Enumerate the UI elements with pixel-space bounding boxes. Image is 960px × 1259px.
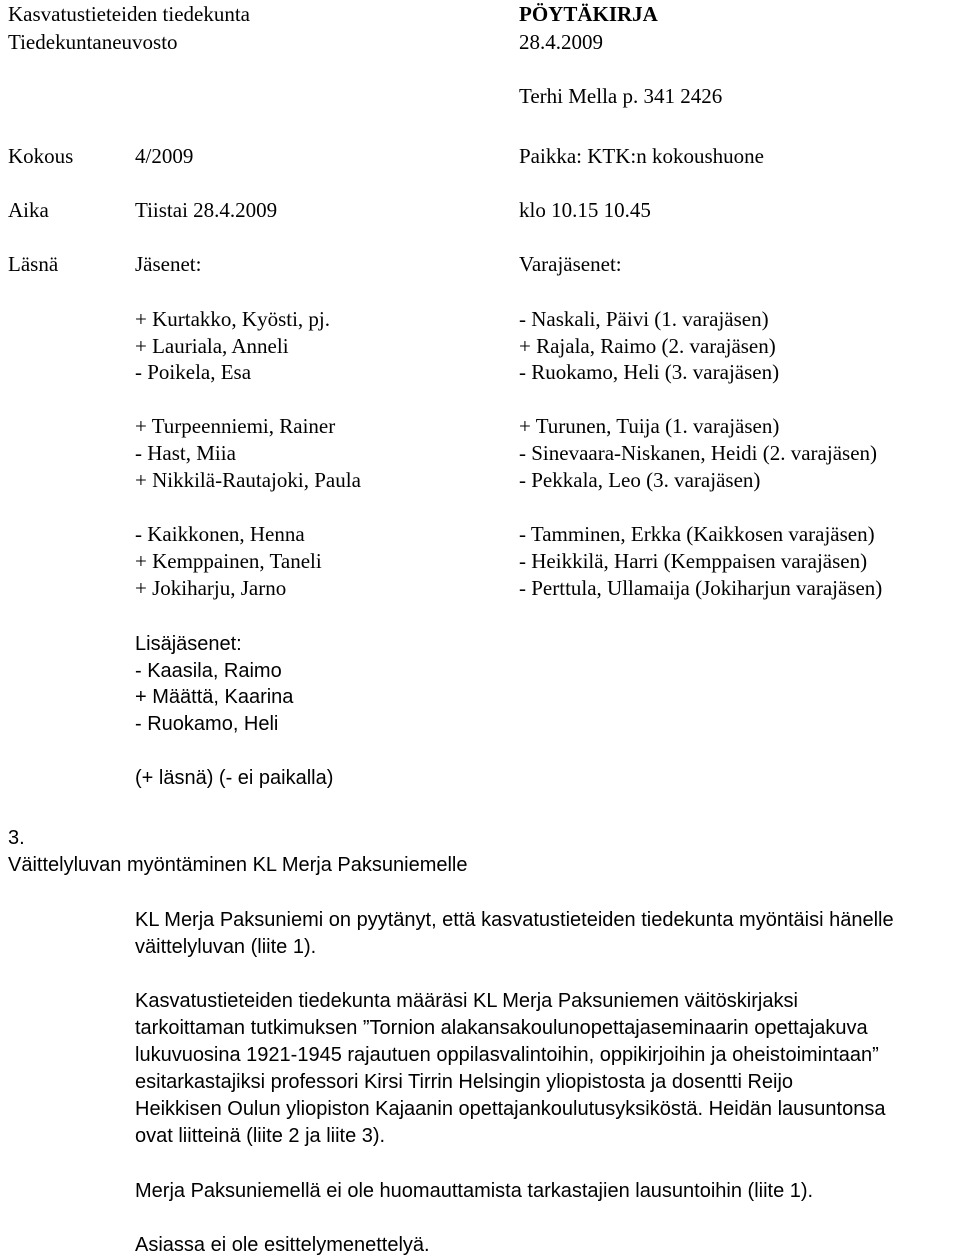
recorder-line: Terhi Mella p. 341 2426	[519, 84, 723, 108]
paragraph-line: tarkoittaman tutkimuksen ”Tornion alakansakoulunopettajaseminaarin opettajakuva	[135, 1017, 868, 1039]
additional-member-item: - Ruokamo, Heli	[135, 713, 279, 735]
member-item: - Hast, Miia	[135, 441, 236, 465]
deputy-item: - Ruokamo, Heli (3. varajäsen)	[519, 360, 780, 384]
paragraph-line: ovat liitteinä (liite 2 ja liite 3).	[135, 1125, 386, 1147]
deputy-item: + Turunen, Tuija (1. varajäsen)	[519, 414, 780, 438]
deputy-item: - Sinevaara-Niskanen, Heidi (2. varajäsen)	[519, 441, 878, 465]
klo-line: klo 10.15 10.45	[519, 198, 651, 222]
member-item: + Nikkilä-Rautajoki, Paula	[135, 468, 361, 492]
paragraph-line: esitarkastajiksi professori Kirsi Tirrin Helsingin yliopistosta ja dosentti Reijo	[135, 1071, 794, 1093]
paragraph-line: lukuvuosina 1921-1945 rajautuen oppilasvalintoihin, oppikirjoihin ja oheistoimintaan”	[135, 1044, 879, 1066]
paragraph-line: Asiassa ei ole esittelymenettelyä.	[135, 1234, 430, 1256]
deputies-label: Varajäsenet:	[519, 252, 622, 276]
kokous-label: Kokous	[8, 144, 74, 168]
paragraph-line: Kasvatustieteiden tiedekunta määräsi KL Merja Paksuniemen väitöskirjaksi	[135, 990, 798, 1012]
paragraph-line: Merja Paksuniemellä ei ole huomauttamista tarkastajien lausuntoihin (liite 1).	[135, 1180, 814, 1202]
paikka-line: Paikka: KTK:n kokoushuone	[519, 144, 764, 168]
aika-value: Tiistai 28.4.2009	[135, 198, 278, 222]
document-type: PÖYTÄKIRJA	[519, 2, 658, 26]
additional-member-item: - Kaasila, Raimo	[135, 660, 282, 682]
member-item: + Kemppainen, Taneli	[135, 549, 322, 573]
member-item: - Kaikkonen, Henna	[135, 522, 305, 546]
deputy-item: - Heikkilä, Harri (Kemppaisen varajäsen)	[519, 549, 868, 573]
deputy-item: - Pekkala, Leo (3. varajäsen)	[519, 468, 761, 492]
deputy-item: + Rajala, Raimo (2. varajäsen)	[519, 334, 776, 358]
deputy-item: - Tamminen, Erkka (Kaikkosen varajäsen)	[519, 522, 875, 546]
member-item: + Turpeenniemi, Rainer	[135, 414, 336, 438]
aika-label: Aika	[8, 198, 49, 222]
additional-members-label: Lisäjäsenet:	[135, 633, 242, 655]
paragraph-line: KL Merja Paksuniemi on pyytänyt, että kasvatustieteiden tiedekunta myöntäisi hänelle	[135, 909, 894, 931]
member-item: + Kurtakko, Kyösti, pj.	[135, 307, 330, 331]
section-title: Väittelyluvan myöntäminen KL Merja Paksuniemelle	[8, 854, 468, 876]
member-item: + Jokiharju, Jarno	[135, 576, 287, 600]
paragraph-line: väittelyluvan (liite 1).	[135, 936, 317, 958]
deputy-item: - Naskali, Päivi (1. varajäsen)	[519, 307, 769, 331]
additional-member-item: + Määttä, Kaarina	[135, 686, 294, 708]
section-number: 3.	[8, 827, 25, 849]
paragraph-line: Heikkisen Oulun yliopiston Kajaanin opettajankoulutusyksiköstä. Heidän lausuntonsa	[135, 1098, 886, 1120]
kokous-value: 4/2009	[135, 144, 194, 168]
document-date: 28.4.2009	[519, 30, 603, 54]
deputy-item: - Perttula, Ullamaija (Jokiharjun varajäsen)	[519, 576, 883, 600]
lasna-label: Läsnä	[8, 252, 59, 276]
members-label: Jäsenet:	[135, 252, 202, 276]
attendance-legend: (+ läsnä) (- ei paikalla)	[135, 767, 334, 789]
faculty-name: Kasvatustieteiden tiedekunta	[8, 2, 251, 26]
council-name: Tiedekuntaneuvosto	[8, 30, 178, 54]
member-item: - Poikela, Esa	[135, 360, 252, 384]
member-item: + Lauriala, Anneli	[135, 334, 289, 358]
